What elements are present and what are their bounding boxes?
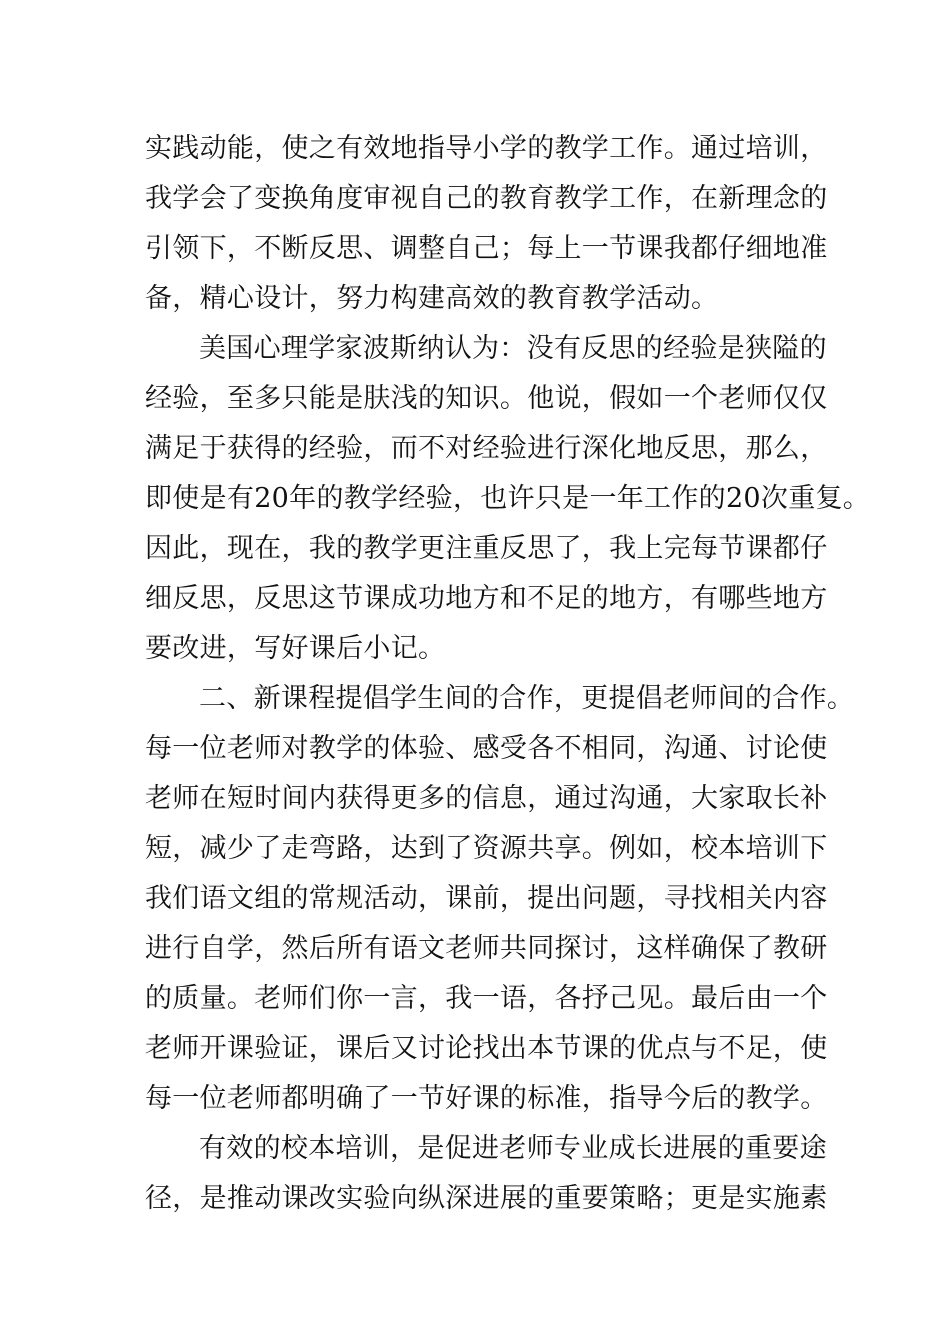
text-line: 我学会了变换角度审视自己的教育教学工作，在新理念的 [145, 183, 828, 214]
text-line: 短，减少了走弯路，达到了资源共享。例如，校本培训下 [145, 833, 828, 864]
text-line: 的质量。老师们你一言，我一语，各抒己见。最后由一个 [145, 983, 828, 1014]
text-line: 老师在短时间内获得更多的信息，通过沟通，大家取长补 [145, 783, 828, 814]
text-line: 老师开课验证，课后又讨论找出本节课的优点与不足，使 [145, 1033, 828, 1064]
text-line: 我们语文组的常规活动，课前，提出问题，寻找相关内容 [145, 883, 828, 914]
text-line: 径，是推动课改实验向纵深进展的重要策略；更是实施素 [145, 1183, 828, 1214]
text-line: 备，精心设计，努力构建高效的教育教学活动。 [145, 283, 719, 314]
text-line: 进行自学，然后所有语文老师共同探讨，这样确保了教研 [145, 933, 828, 964]
text-line: 每一位老师都明确了一节好课的标准，指导今后的教学。 [145, 1083, 828, 1114]
text-line: 即使是有20年的教学经验，也许只是一年工作的20次重复。 [145, 483, 871, 514]
paragraph-first-line: 二、新课程提倡学生间的合作，更提倡老师间的合作。 [199, 683, 855, 714]
text-line: 细反思，反思这节课成功地方和不足的地方，有哪些地方 [145, 583, 828, 614]
text-line: 每一位老师对教学的体验、感受各不相同，沟通、讨论使 [145, 733, 828, 764]
text-line: 实践动能，使之有效地指导小学的教学工作。通过培训， [145, 133, 828, 164]
paragraph-first-line: 有效的校本培训，是促进老师专业成长进展的重要途 [199, 1133, 827, 1164]
text-line: 要改进，写好课后小记。 [145, 633, 446, 664]
paragraph-first-line: 美国心理学家波斯纳认为：没有反思的经验是狭隘的 [199, 333, 827, 364]
text-line: 满足于获得的经验，而不对经验进行深化地反思，那么， [145, 433, 828, 464]
text-line: 因此，现在，我的教学更注重反思了，我上完每节课都仔 [145, 533, 828, 564]
text-line: 经验，至多只能是肤浅的知识。他说，假如一个老师仅仅 [145, 383, 828, 414]
text-line: 引领下，不断反思、调整自己；每上一节课我都仔细地准 [145, 233, 828, 264]
